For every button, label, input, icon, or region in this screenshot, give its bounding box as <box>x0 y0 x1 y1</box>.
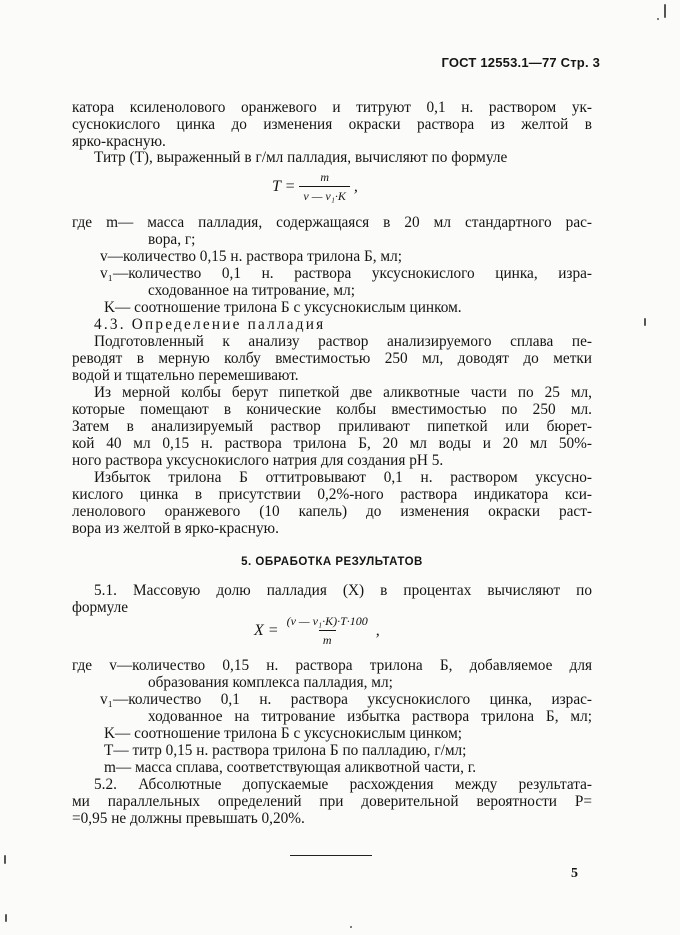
text-line: кой 40 мл 0,15 н. раствора трилона Б, 20 мл воды и 20 мл 50%- <box>72 435 592 452</box>
legend-mass-fraction <box>72 657 592 776</box>
paragraph-titer-intro <box>72 149 592 166</box>
page-header: ГОСТ 12553.1—77 Стр. 3 <box>441 55 600 70</box>
formula-numerator: (v — v₁·K)·T·100 <box>286 614 368 628</box>
scan-speck <box>664 4 666 18</box>
text-line: ми параллельных определений при доверительной вероятности P= <box>72 793 592 810</box>
text-line: катора ксиленолового оранжевого и титруют 0,1 н. раствором ук- <box>72 99 592 116</box>
legend-line: где v—количество 0,15 н. раствора трилона Б, добавляемое для <box>72 657 592 674</box>
formula-fraction <box>283 614 372 648</box>
scan-speck <box>5 914 7 922</box>
legend-line: T— титр 0,15 н. раствора трилона Б по палладию, г/мл; <box>104 742 467 759</box>
legend-line: v₁—количество 0,1 н. раствора уксуснокислого цинка, изра- <box>100 265 592 282</box>
section-4-3-title <box>72 316 592 333</box>
text-line: Подготовленный к анализу раствор анализируемого сплава пе- <box>94 333 592 350</box>
formula-denominator: v — v₁·K <box>299 186 350 204</box>
scan-speck <box>644 318 646 326</box>
text-line: кислого цинка в присутствии 0,2%-ного раствора индикатора кси- <box>72 486 592 503</box>
paragraph-5-2 <box>72 776 592 827</box>
text-line: которые помещают в конические колбы вместимостью по 250 мл. <box>72 401 592 418</box>
paragraph-aliquots <box>72 384 592 469</box>
text-line: формуле <box>72 599 129 616</box>
legend-line: ходованное на титрование избытка раствора трилона Б, мл; <box>148 708 592 725</box>
text-line: Титр (T), выраженный в г/мл палладия, вычисляют по формуле <box>94 149 508 166</box>
text-line: ного раствора уксуснокислого натрия для создания pH 5. <box>72 452 444 469</box>
text-line: 5.2. Абсолютные допускаемые расхождения между результата- <box>94 776 592 793</box>
legend-line: образования комплекса палладия, мл; <box>148 674 393 691</box>
paragraph-titration-end <box>72 99 592 150</box>
paragraph-back-titration <box>72 469 592 537</box>
legend-line: v—количество 0,15 н. раствора трилона Б, мл; <box>100 248 402 265</box>
legend-line: K— соотношение трилона Б с уксуснокислым цинком. <box>104 299 462 316</box>
formula-lhs: T = <box>272 178 296 195</box>
legend-line: где m— масса палладия, содержащаяся в 20 мл стандартного рас- <box>72 214 592 231</box>
legend-titer <box>72 214 592 316</box>
page-number: 5 <box>571 866 578 881</box>
formula-lhs: X = <box>254 622 279 639</box>
scan-speck <box>657 18 659 20</box>
legend-line: m— масса сплава, соответствующая аликвотной части, г. <box>104 759 477 776</box>
text-line: водой и тщательно перемешивают. <box>72 367 299 384</box>
end-rule <box>290 855 372 856</box>
text-line: вора из желтой в ярко-красную. <box>72 520 279 537</box>
scan-speck <box>350 926 352 928</box>
section-heading: 4.3. Определение палладия <box>94 316 326 333</box>
formula-denominator: m <box>319 630 336 648</box>
legend-line: v₁—количество 0,1 н. раствора уксуснокислого цинка, израс- <box>100 691 592 708</box>
text-line: Затем в анализируемый раствор приливают пипеткой или бюрет- <box>72 418 592 435</box>
legend-line: сходованное на титрование, мл; <box>148 282 355 299</box>
paragraph-preparation <box>72 333 592 384</box>
formula-tail: , <box>353 178 358 195</box>
text-line: реводят в мерную колбу вместимостью 250 мл, доводят до метки <box>72 350 592 367</box>
text-line: Избыток трилона Б оттитровывают 0,1 н. раствором уксусно- <box>94 469 592 486</box>
text-line: суснокислого цинка до изменения окраски раствора из желтой в <box>72 116 592 133</box>
paragraph-5-1 <box>72 582 592 616</box>
text-line: Из мерной колбы берут пипеткой две аликвотные части по 25 мл, <box>94 384 592 401</box>
legend-line: K— соотношение трилона Б с уксуснокислым цинком; <box>104 725 463 742</box>
text-line: ленолового оранжевого (10 капель) до изменения окраски раст- <box>72 503 592 520</box>
text-line: =0,95 не должны превышать 0,20%. <box>72 810 305 827</box>
text-line: ярко-красную. <box>72 133 166 150</box>
legend-line: вора, г; <box>148 231 196 248</box>
formula-fraction <box>299 170 350 204</box>
formula-tail: , <box>375 622 380 639</box>
formula-numerator: m <box>320 170 329 184</box>
formula-titer <box>272 170 358 204</box>
section-5-title: 5. ОБРАБОТКА РЕЗУЛЬТАТОВ <box>241 556 423 568</box>
text-line: 5.1. Массовую долю палладия (X) в процентах вычисляют по <box>94 582 592 599</box>
formula-mass-fraction <box>254 614 380 648</box>
scan-speck <box>4 855 6 864</box>
